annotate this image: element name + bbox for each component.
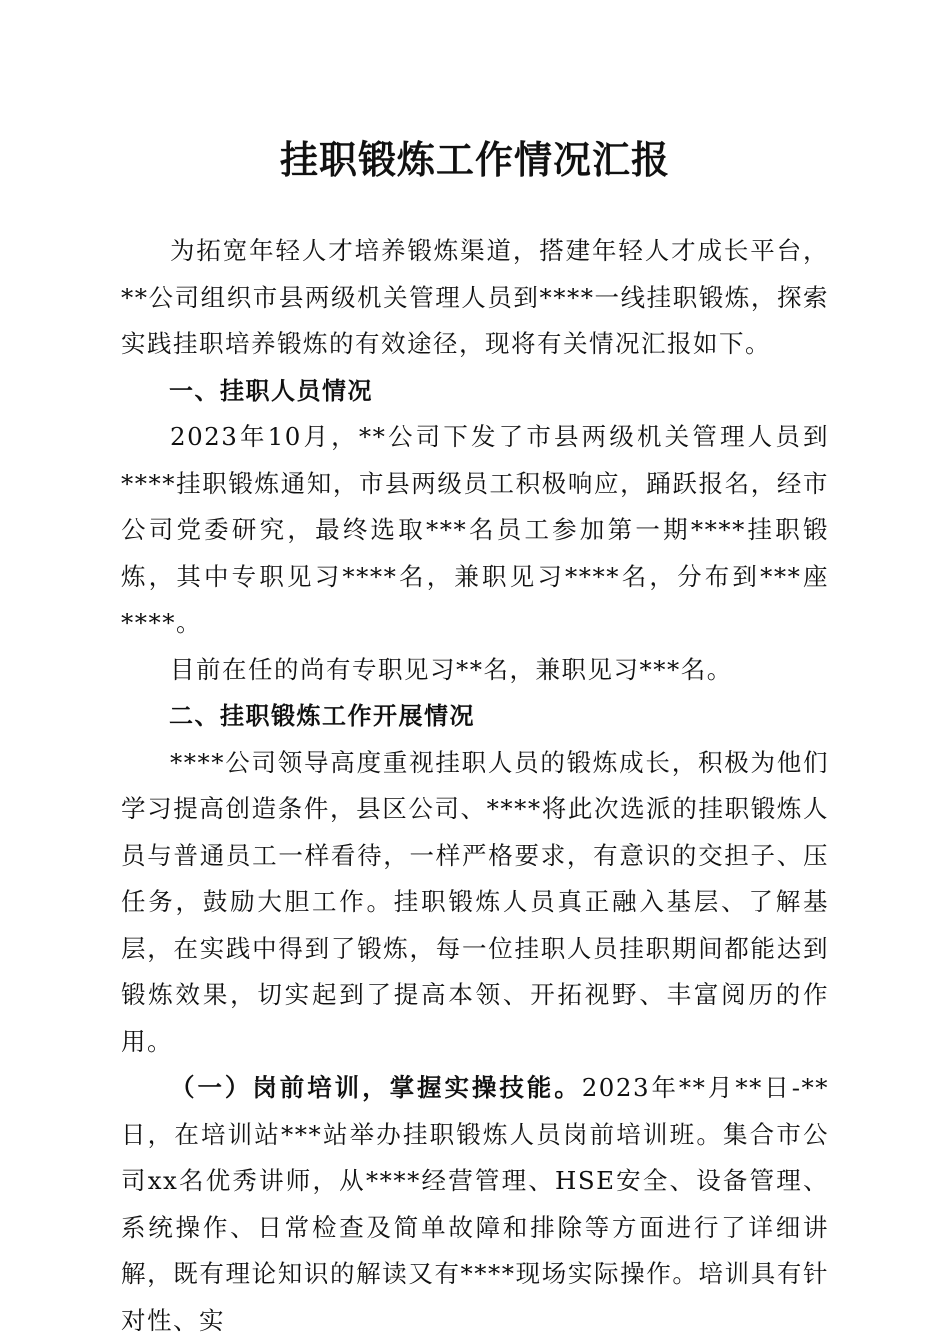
section-2-heading: 二、挂职锻炼工作开展情况 bbox=[169, 702, 475, 730]
section-1-heading: 一、挂职人员情况 bbox=[169, 376, 373, 405]
document-body bbox=[121, 228, 829, 1344]
subsection-1-text: 2023年**月**日-**日，在培训站***站举办挂职锻炼人员岗前培训班。集合市公司xx名优秀讲师，从****经营管理、HSE安全、设备管理、系统操作、日常检查及简单故障和排除等方面进行了详细讲解，既有理论知识的解读又有****现场实际操作。培训具有针对性、实 bbox=[121, 1073, 829, 1335]
intro-paragraph: 为拓宽年轻人才培养锻炼渠道，搭建年轻人才成长平台，**公司组织市县两级机关管理人员到****一线挂职锻炼，探索实践挂职培养锻炼的有效途径，现将有关情况汇报如下。 bbox=[121, 236, 829, 358]
subsection-1-heading: （一）岗前培训，掌握实操技能。 bbox=[170, 1073, 582, 1102]
subsection-1-paragraph bbox=[121, 1065, 829, 1344]
section-2-paragraph-1: ****公司领导高度重视挂职人员的锻炼成长，积极为他们学习提高创造条件，县区公司、****将此次选派的挂职锻炼人员与普通员工一样看待，一样严格要求，有意识的交担子、压任务，鼓励大胆工作。挂职锻炼人员真正融入基层、了解基层，在实践中得到了锻炼，每一位挂职人员挂职期间都能达到锻炼效果，切实起到了提高本领、开拓视野、丰富阅历的作用。 bbox=[121, 747, 829, 1056]
section-1-paragraph-2: 目前在任的尚有专职见习**名，兼职见习***名。 bbox=[170, 654, 733, 684]
document-title: 挂职锻炼工作情况汇报 bbox=[279, 137, 670, 182]
section-1-paragraph-1: 2023年10月，**公司下发了市县两级机关管理人员到****挂职锻炼通知，市县两级员工积极响应，踊跃报名，经市公司党委研究，最终选取***名员工参加第一期****挂职锻炼，其中专职见习****名，兼职见习****名，分布到***座****。 bbox=[121, 422, 829, 637]
